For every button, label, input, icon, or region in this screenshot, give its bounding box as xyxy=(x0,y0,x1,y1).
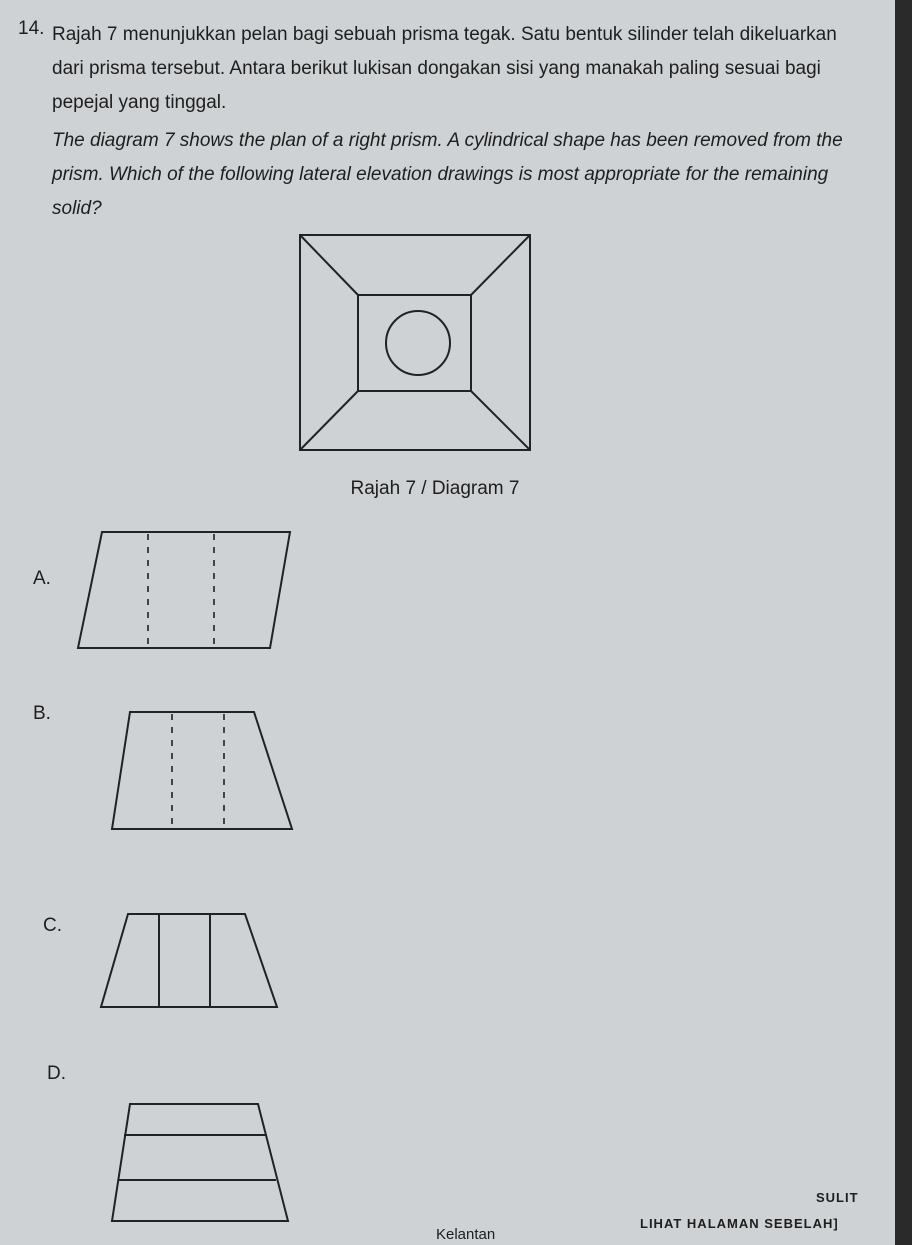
option-c-drawing[interactable] xyxy=(97,910,283,1012)
option-b-label[interactable]: B. xyxy=(33,703,51,724)
edge-top-right xyxy=(471,235,530,295)
footer-sulit: SULIT xyxy=(816,1190,859,1205)
question-text-english: The diagram 7 shows the plan of a right prism. A cylindrical shape has been removed from the prism. Which of the following lateral elevation drawings is most appropriate for the remaining solid? xyxy=(52,130,843,219)
question-text-malay: Rajah 7 menunjukkan pelan bagi sebuah prisma tegak. Satu bentuk silinder telah dikeluarkan dari prisma tersebut. Antara berikut lukisan dongakan sisi yang manakah paling sesuai bagi pepejal yang tinggal. xyxy=(52,24,837,113)
outer-square xyxy=(300,235,530,450)
edge-bottom-right xyxy=(471,391,530,450)
edge-top-left xyxy=(300,235,358,295)
footer-state: Kelantan xyxy=(436,1226,496,1243)
option-b-drawing[interactable] xyxy=(112,712,292,829)
inner-square xyxy=(358,295,471,391)
option-a-drawing[interactable] xyxy=(74,528,294,653)
option-d-label[interactable]: D. xyxy=(47,1063,66,1084)
edge-bottom-left xyxy=(300,391,358,450)
question-text xyxy=(52,18,857,230)
diagram-7-plan xyxy=(298,232,538,454)
option-d-drawing[interactable] xyxy=(108,1100,294,1225)
footer-next-page: LIHAT HALAMAN SEBELAH] xyxy=(640,1216,839,1231)
question-number: 14. xyxy=(18,18,45,39)
diagram-caption: Rajah 7 / Diagram 7 xyxy=(350,478,520,499)
option-c-label[interactable]: C. xyxy=(43,915,62,936)
option-a-label[interactable]: A. xyxy=(33,568,51,589)
cylinder-hole xyxy=(386,311,450,375)
